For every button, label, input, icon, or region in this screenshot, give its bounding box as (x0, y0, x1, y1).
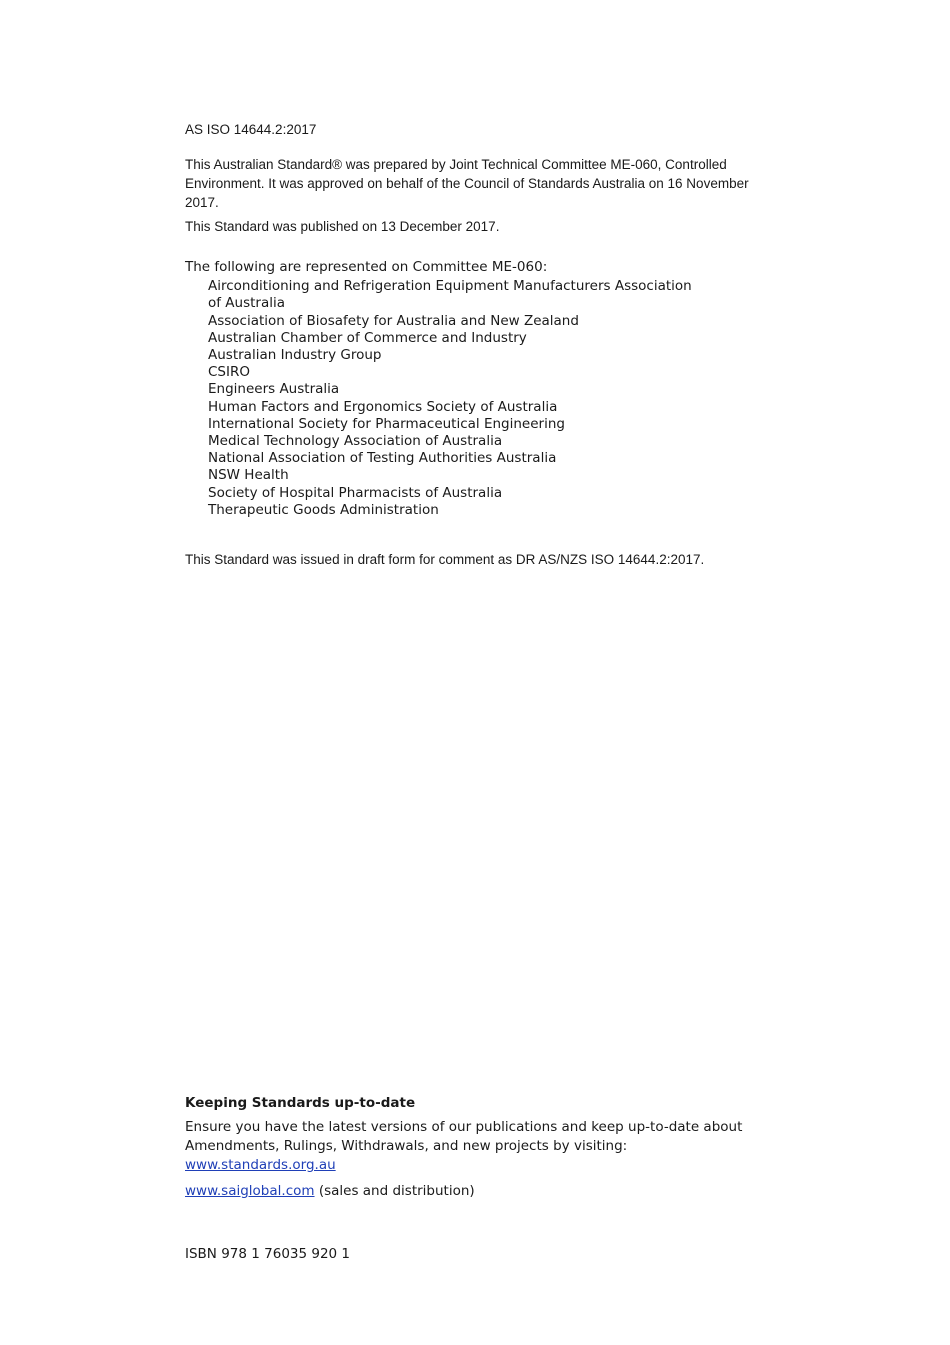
standard-designation: AS ISO 14644.2:2017 (185, 122, 317, 137)
keeping-up-to-date-section (185, 1094, 775, 1201)
committee-heading: The following are represented on Committee ME-060: (185, 259, 548, 275)
isbn-number: ISBN 978 1 76035 920 1 (185, 1246, 351, 1262)
body-text: Ensure you have the latest versions of our publications and keep up-to-date about Amendments, Rulings, Withdrawals, and new projects by visiting: (185, 1119, 743, 1154)
committee-member: Association of Biosafety for Australia and New Zealand (208, 312, 579, 329)
committee-member: NSW Health (208, 467, 289, 484)
committee-member: International Society for Pharmaceutical Engineering (208, 415, 565, 432)
saiglobal-line (185, 1182, 775, 1201)
committee-representation (185, 259, 745, 519)
committee-member: National Association of Testing Authorities Australia (208, 450, 557, 467)
draft-statement: This Standard was issued in draft form for comment as DR AS/NZS ISO 14644.2:2017. (185, 552, 705, 567)
saiglobal-website-link[interactable]: www.saiglobal.com (185, 1183, 315, 1199)
committee-member: Engineers Australia (208, 381, 340, 398)
committee-member: Society of Hospital Pharmacists of Australia (208, 484, 503, 501)
publication-date-statement: This Standard was published on 13 December 2017. (185, 219, 500, 234)
committee-member: Human Factors and Ergonomics Society of Australia (208, 398, 558, 415)
committee-member-list (185, 278, 745, 519)
saiglobal-note: (sales and distribution) (314, 1183, 475, 1199)
committee-member: Medical Technology Association of Australia (208, 433, 503, 450)
section-heading: Keeping Standards up-to-date (185, 1095, 416, 1111)
preparation-statement: This Australian Standard® was prepared by Joint Technical Committee ME-060, Controlled Environment. It was approved on behalf of the Council of Standards Australia on 16 November 2017. (185, 157, 749, 210)
committee-member: Airconditioning and Refrigeration Equipment Manufacturers Association of Australia (208, 278, 692, 312)
committee-member: Therapeutic Goods Administration (208, 501, 439, 518)
committee-member: Australian Industry Group (208, 347, 382, 364)
committee-member: Australian Chamber of Commerce and Industry (208, 329, 527, 346)
section-body (185, 1118, 775, 1175)
committee-member: CSIRO (208, 364, 250, 381)
standards-website-link[interactable]: www.standards.org.au (185, 1157, 336, 1173)
